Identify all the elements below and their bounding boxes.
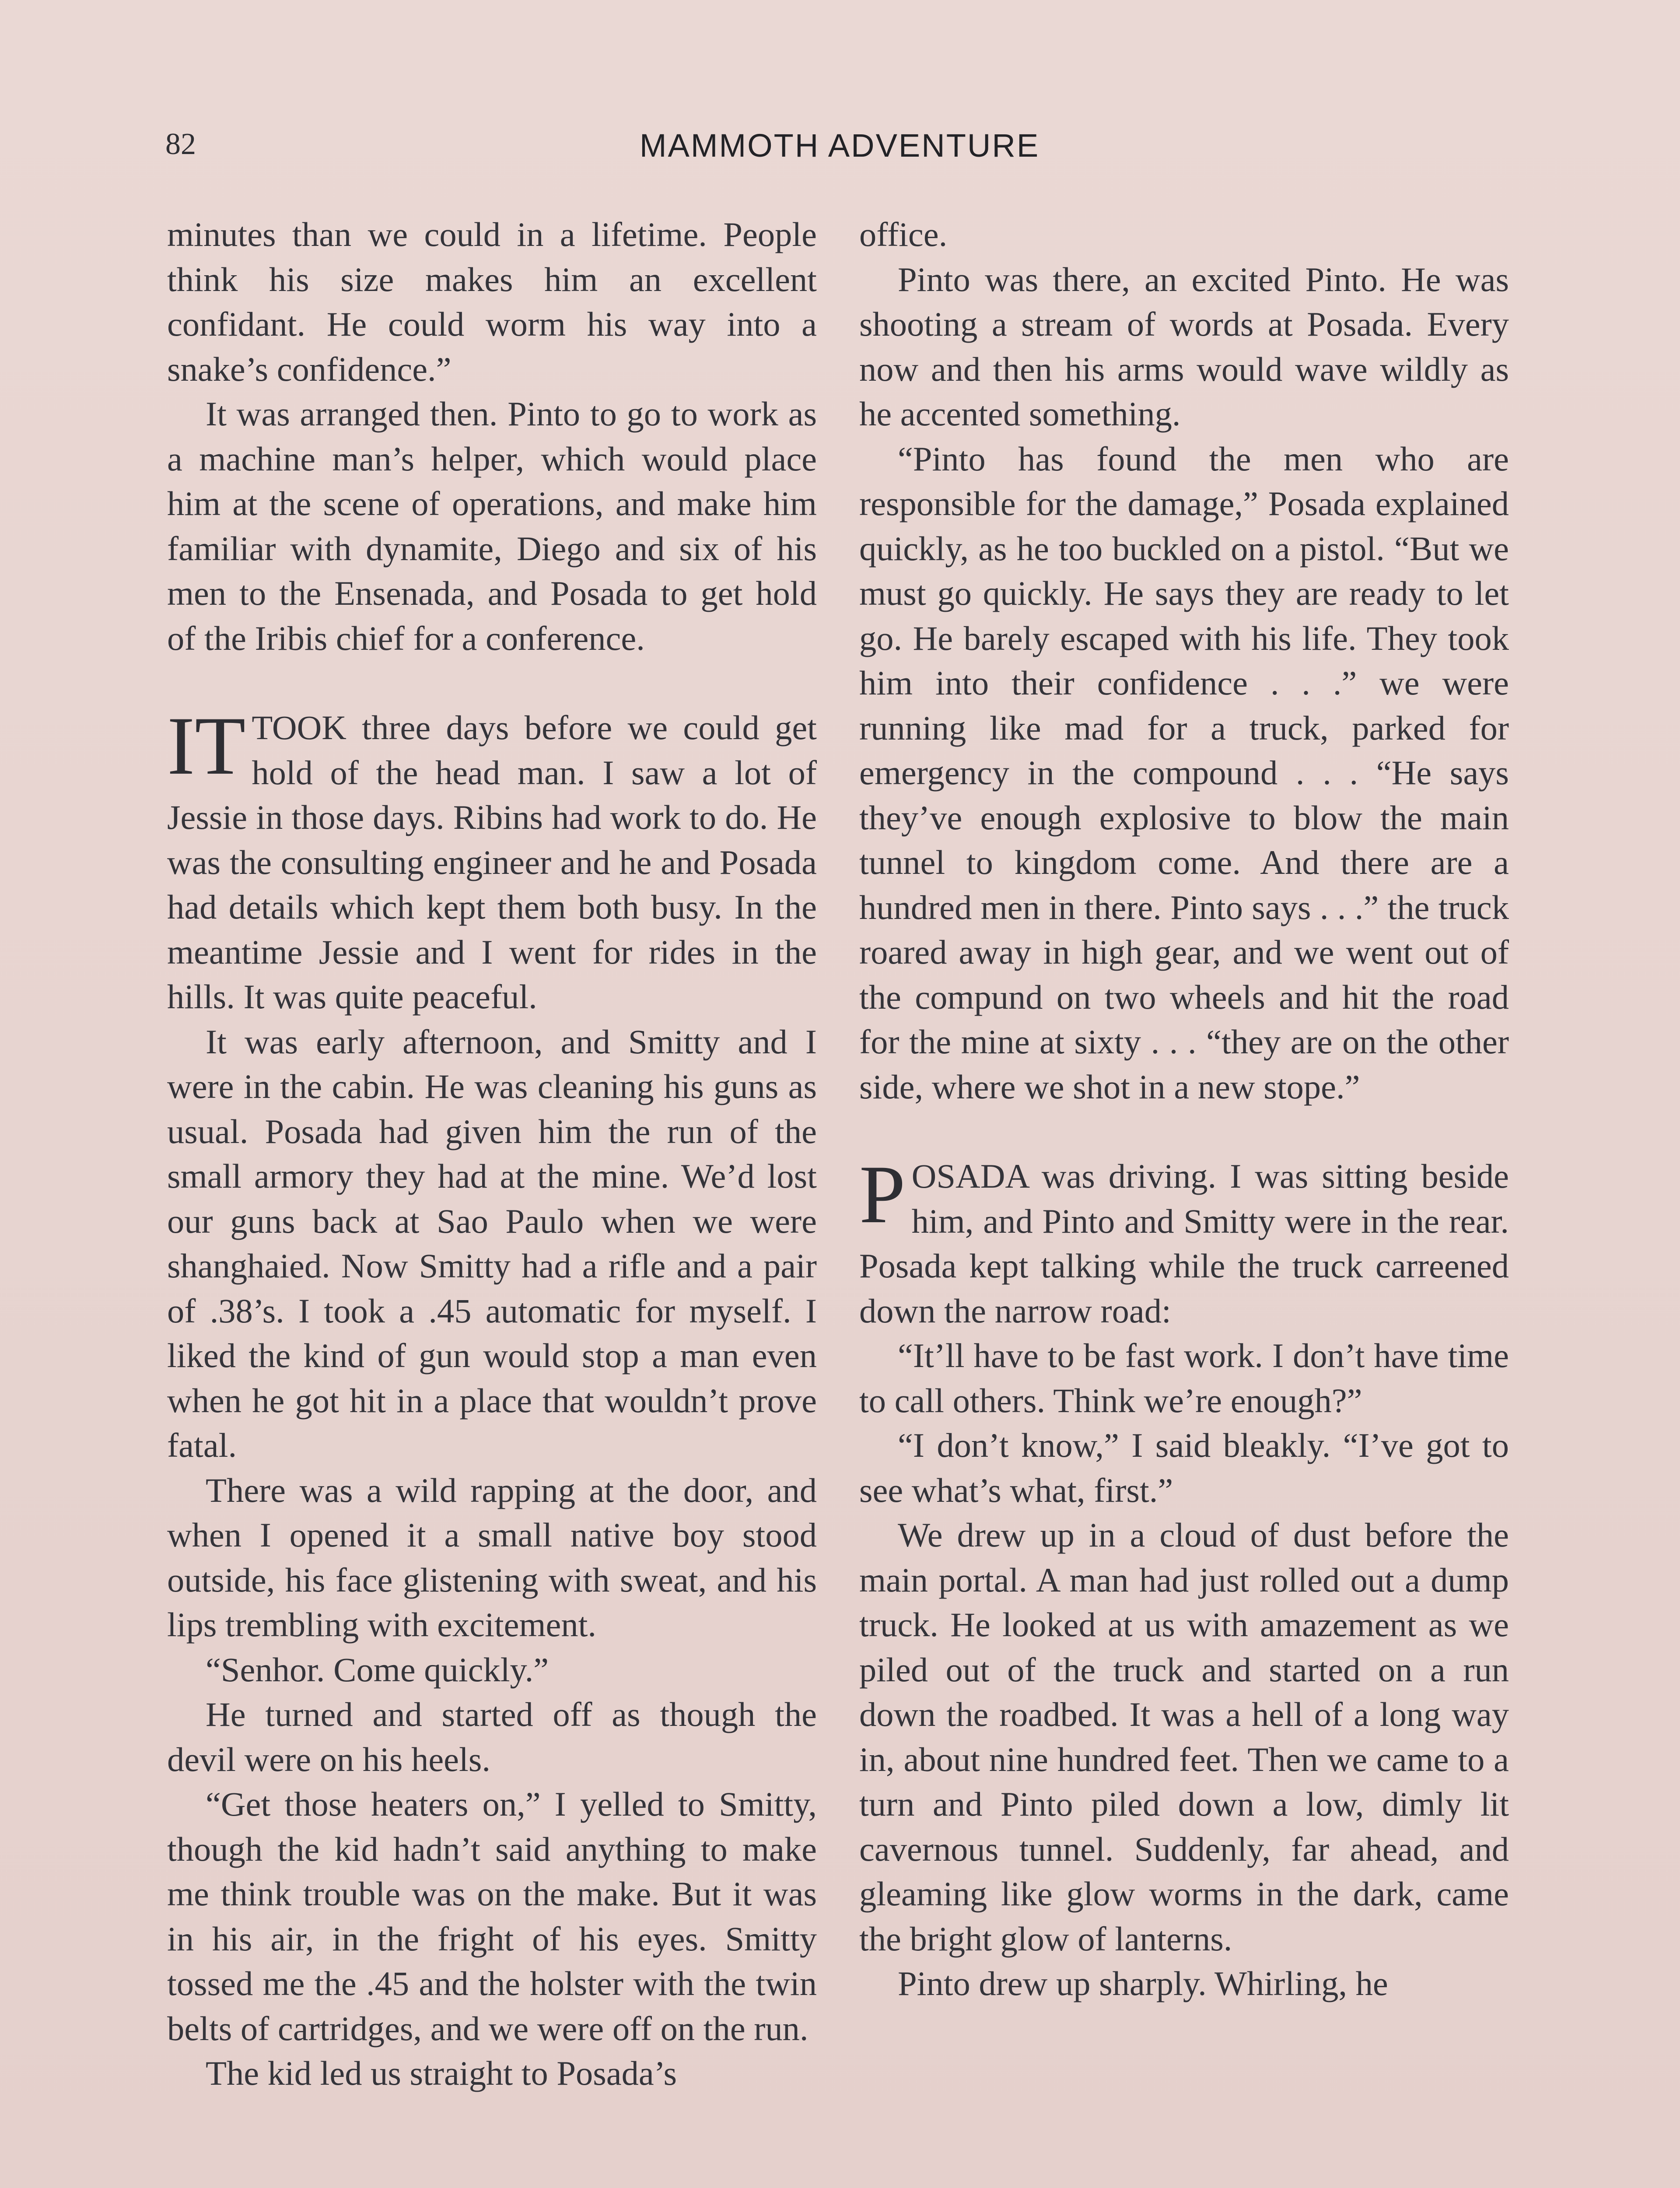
- paragraph: “Pinto has found the men who are responsible for the damage,” Posada explained quickly, as he too buckled on a pistol. “But we must go quickly. He says they are ready to let go. He barely escaped with his life. They took him into their confidence . . .” we were running like mad for a truck, parked for emergency in the compound . . . “He says they’ve enough explosive to blow the main tunnel to kingdom come. And there are a hundred men in there. Pinto says . . .” the truck roared away in high gear, and we went out of the compund on two wheels and hit the road for the mine at sixty . . . “they are on the other side, where we shot in a new stope.”: [859, 439, 1509, 1106]
- section-start-paragraph: [167, 700, 817, 1020]
- right-column: [859, 212, 1509, 2006]
- page-header: [165, 127, 1514, 175]
- drop-cap: P: [859, 1149, 906, 1241]
- drop-cap: IT: [167, 700, 246, 792]
- paragraph: We drew up in a cloud of dust before the main portal. A man had just rolled out a dump truck. He looked at us with amazement as we piled out of the truck and started on a run down the roadbed. It was a hell of a long way in, about nine hundred feet. Then we came to a turn and Pinto piled down a low, dimly lit cavernous tunnel. Suddenly, far ahead, and gleaming like glow worms in the dark, came the bright glow of lanterns.: [859, 1516, 1509, 1958]
- paragraph: “Senhor. Come quickly.”: [206, 1650, 549, 1689]
- section-start-paragraph: [859, 1149, 1509, 1333]
- paragraph: Pinto was there, an excited Pinto. He was shooting a stream of words at Posada. Every now and then his arms would wave wildly as he accented something.: [859, 260, 1509, 433]
- paragraph: office.: [859, 215, 948, 253]
- paragraph: He turned and started off as though the devil were on his heels.: [167, 1695, 817, 1778]
- page-number: 82: [165, 127, 196, 161]
- paragraph: The kid led us straight to Posada’s: [206, 2054, 677, 2092]
- paragraph: Pinto drew up sharply. Whirling, he: [898, 1964, 1388, 2002]
- running-head: MAMMOTH ADVENTURE: [639, 127, 1040, 164]
- paragraph: “I don’t know,” I said bleakly. “I’ve got to see what’s what, first.”: [859, 1426, 1509, 1509]
- paragraph-text: OSADA was driving. I was sitting beside him, and Pinto and Smitty were in the rear. Posada kept talking while the truck carreened down the narrow road:: [859, 1157, 1509, 1330]
- paragraph: It was arranged then. Pinto to go to work as a machine man’s helper, which would place him at the scene of operations, and make him familiar with dynamite, Diego and six of his men to the Ensenada, and Posada to get hold of the Iribis chief for a conference.: [167, 395, 817, 657]
- left-column: [167, 212, 817, 2096]
- paragraph-text: TOOK three days before we could get hold of the head man. I saw a lot of Jessie in those days. Ribins had work to do. He was the consulting engineer and he and Posada had details which kept them both busy. In the meantime Jessie and I went for rides in the hills. It was quite peaceful.: [167, 708, 817, 1016]
- paragraph: There was a wild rapping at the door, and when I opened it a small native boy stood outside, his face glistening with sweat, and his lips trembling with excitement.: [167, 1471, 817, 1644]
- paragraph: minutes than we could in a lifetime. People think his size makes him an excellent confidant. He could worm his way into a snake’s confidence.”: [167, 215, 817, 388]
- paragraph: It was early afternoon, and Smitty and I were in the cabin. He was cleaning his guns as usual. Posada had given him the run of the small armory they had at the mine. We’d lost our guns back at Sao Paulo when we were shanghaied. Now Smitty had a rifle and a pair of .38’s. I took a .45 automatic for myself. I liked the kind of gun would stop a man even when he got hit in a place that wouldn’t prove fatal.: [167, 1022, 817, 1464]
- paragraph: “Get those heaters on,” I yelled to Smitty, though the kid hadn’t said anything to make me think trouble was on the make. But it was in his air, in the fright of his eyes. Smitty tossed me the .45 and the holster with the twin belts of cartridges, and we were off on the run.: [167, 1785, 817, 2048]
- paragraph: “It’ll have to be fast work. I don’t have time to call others. Think we’re enough?”: [859, 1336, 1509, 1420]
